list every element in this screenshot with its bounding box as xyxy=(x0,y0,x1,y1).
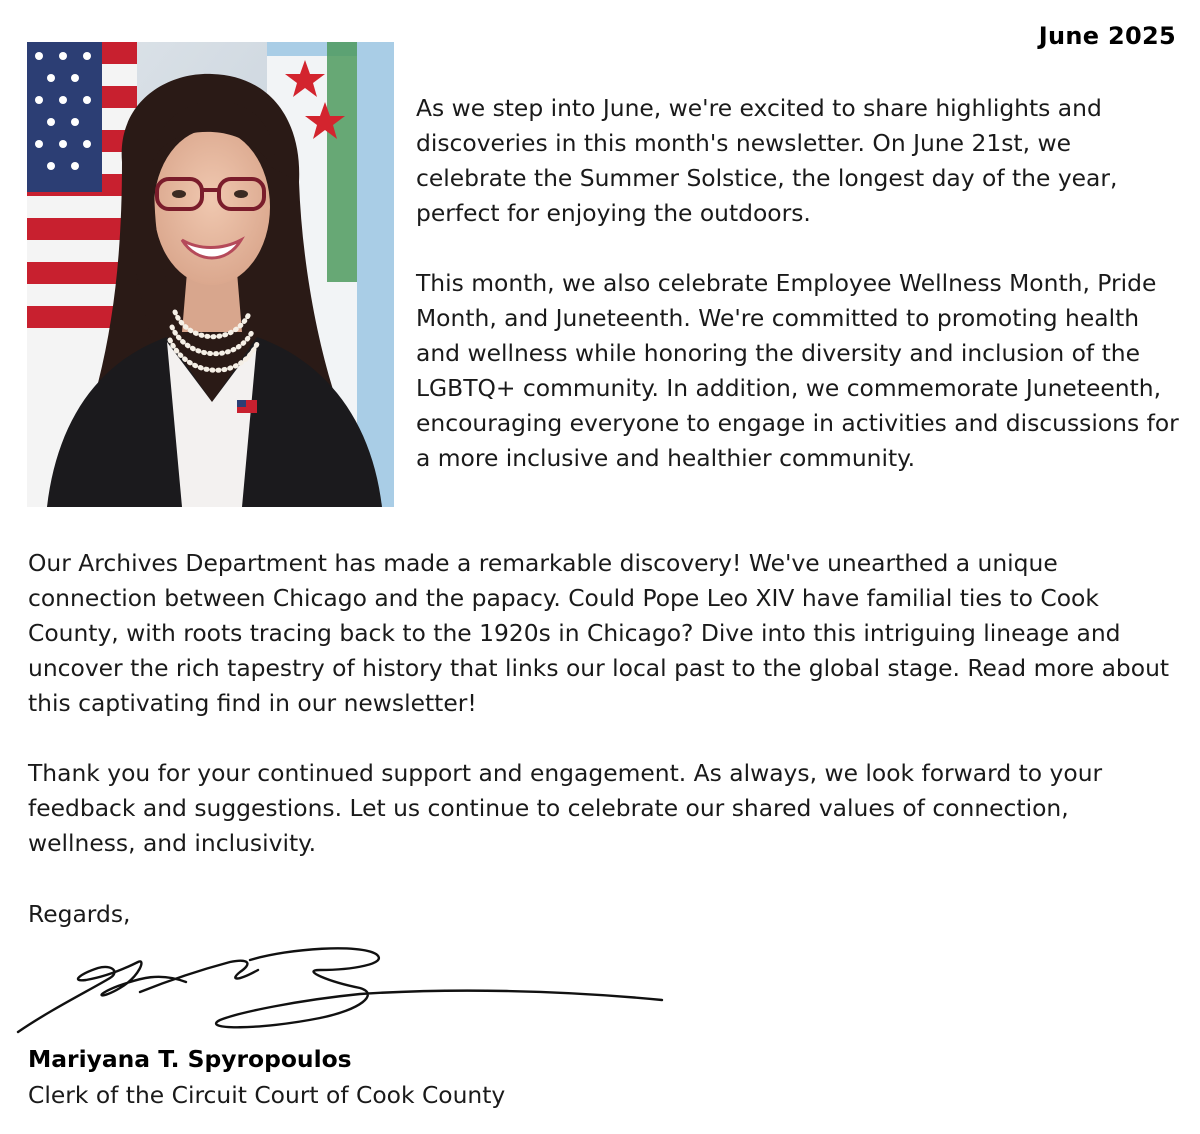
closing-salutation: Regards, xyxy=(28,900,131,928)
letter-paragraph-2: This month, we also celebrate Employee Wellness Month, Pride Month, and Juneteenth. We're committed to promoting health and wellness while honoring the diversity and inclusion of the LGBTQ+ community. In addition, we commemorate Juneteenth, encouraging everyone to engage in activities and discussions for a more inclusive and healthier community. xyxy=(416,269,1179,472)
newsletter-date: June 2025 xyxy=(1038,22,1176,50)
letter-paragraph-4: Thank you for your continued support and engagement. As always, we look forward to your feedback and suggestions. Let us continue to celebrate our shared values of connection, wellness, and inclusivity. xyxy=(28,759,1103,857)
signer-title: Clerk of the Circuit Court of Cook County xyxy=(28,1081,506,1109)
handwritten-signature xyxy=(0,930,700,1040)
letter-paragraph-3: Our Archives Department has made a remarkable discovery! We've unearthed a unique connection between Chicago and the papacy. Could Pope Leo XIV have familial ties to Cook County, with roots tracing back to the 1920s in Chicago? Dive into this intriguing lineage and uncover the rich tapestry of history that links our local past to the global stage. Read more about this captivating find in our newsletter! xyxy=(28,549,1170,717)
portrait-photo xyxy=(27,42,394,507)
signer-name: Mariyana T. Spyropoulos xyxy=(28,1045,352,1073)
letter-paragraph-1: As we step into June, we're excited to share highlights and discoveries in this month's newsletter. On June 21st, we celebrate the Summer Solstice, the longest day of the year, perfect for enjoying the outdoors. xyxy=(416,94,1118,227)
